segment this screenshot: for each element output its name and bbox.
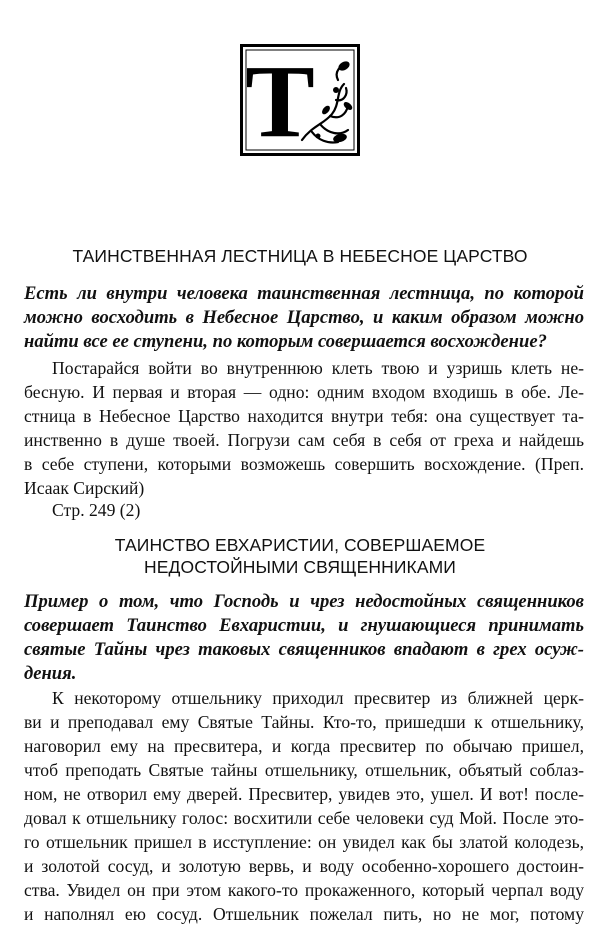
dropcap-letter: Т <box>245 44 315 156</box>
body-line: чтоб преподать Святые тайны отшельнику, отшельник, объятый соблаз- <box>24 760 584 780</box>
section-title-text: ТАИНСТВЕННАЯ ЛЕСТНИЦА В НЕБЕСНОЕ ЦАРСТВО <box>72 246 528 266</box>
dropcap-ornament-icon <box>240 44 360 156</box>
question-line: найти все ее ступени, по которым совершается восхождение? <box>24 331 547 352</box>
page-reference: Стр. 249 (2) <box>52 500 141 520</box>
body-line: стница в Небесное Царство находится внутри тебя: она существует та- <box>24 406 584 426</box>
section-lead <box>24 590 584 686</box>
section-title <box>0 534 600 578</box>
body-line: инственно в душе твоей. Погрузи сам себя в себя от греха и найдешь <box>24 430 584 450</box>
lead-line: совершает Таинство Евхаристии, и гнушающиеся принимать <box>24 615 584 636</box>
body-line: К некоторому отшельнику приходил пресвитер из ближней церк- <box>52 688 584 708</box>
lead-line: святые Тайны чрез таковых священников впадают в грех осуж- <box>24 639 584 660</box>
body-line: и золотой сосуд, и золотую вервь, и воду особенно-хорошего достоин- <box>24 856 584 876</box>
section-question <box>24 282 584 354</box>
body-line: Постарайся войти во внутреннюю клеть твою и узришь клеть не- <box>52 358 584 378</box>
section-title <box>0 245 600 267</box>
body-line: Исаак Сирский) <box>24 478 145 498</box>
ornamental-dropcap <box>240 44 360 156</box>
question-line: можно восходить в Небесное Царство, и каким образом можно <box>24 307 584 328</box>
section-title-line: НЕДОСТОЙНЫМИ СВЯЩЕННИКАМИ <box>144 557 456 577</box>
question-line: Есть ли внутри человека таинственная лестница, по которой <box>24 283 584 304</box>
body-line: и наполнял ею сосуд. Отшельник пожелал пить, но не мог, потому <box>24 904 584 924</box>
section-body <box>24 356 584 500</box>
lead-line: дения. <box>24 663 77 684</box>
section-title-line: ТАИНСТВО ЕВХАРИСТИИ, СОВЕРШАЕМОЕ <box>114 535 486 555</box>
body-line: ном, не отворил ему дверей. Пресвитер, увидев это, ушел. И вот! после- <box>24 784 584 804</box>
body-line: ви и преподавал ему Святые Тайны. Кто-то, пришедши к отшельнику, <box>24 712 584 732</box>
section-body <box>24 686 584 926</box>
body-line: довал к отшельнику голос: восхитили себе человеки суд Мой. После это- <box>24 808 584 828</box>
body-line: ства. Увидел он при этом какого-то прокаженного, который черпал воду <box>24 880 584 900</box>
body-line: го отшельник пришел в исступление: он увидел как бы златой колодезь, <box>24 832 584 852</box>
body-line: наговорил ему на пресвитера, и когда пресвитер по обычаю пришел, <box>24 736 584 756</box>
body-line: в себе ступени, которыми возможешь совершить восхождение. (Преп. <box>24 454 584 474</box>
body-line: бесную. И первая и вторая — одно: одним входом входишь в обе. Ле- <box>24 382 584 402</box>
lead-line: Пример о том, что Господь и чрез недостойных священников <box>24 591 584 612</box>
